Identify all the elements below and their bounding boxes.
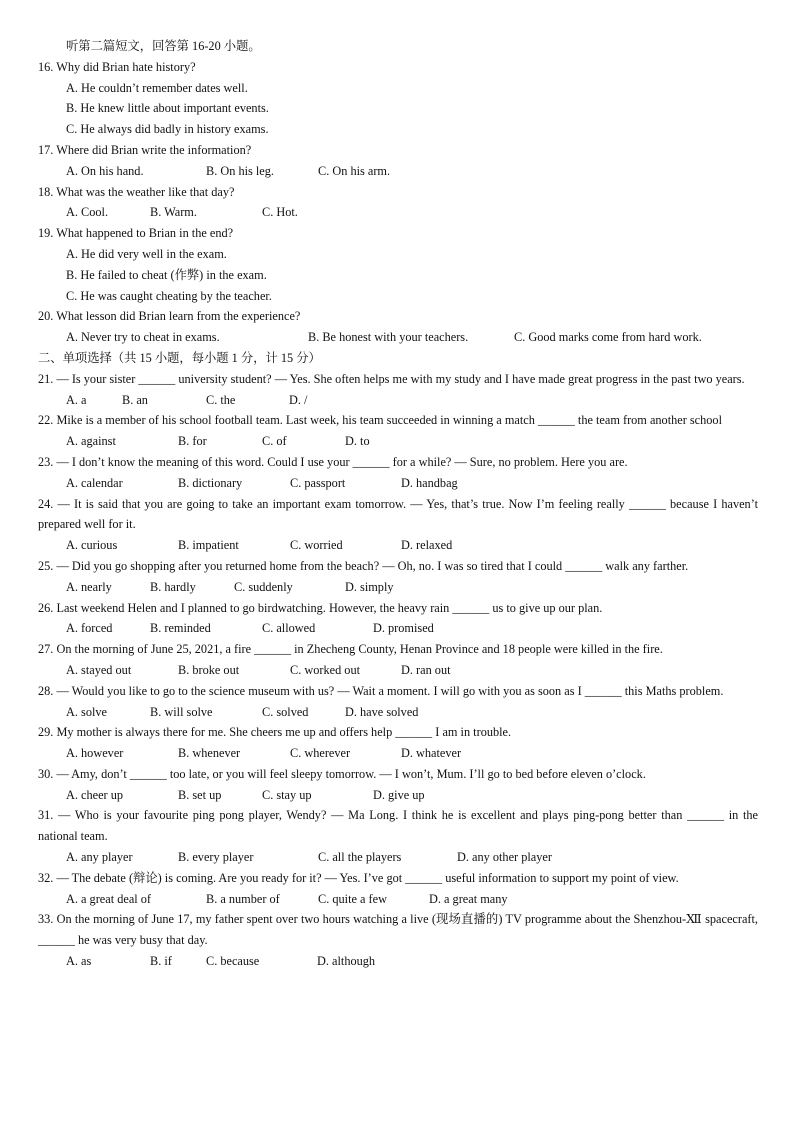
options-row [38, 785, 758, 806]
option-b: B. On his leg. [206, 163, 274, 178]
option-b: B. a number of [206, 891, 280, 906]
option-c: C. wherever [290, 746, 351, 761]
options-row [38, 473, 758, 494]
section-intro: 听第二篇短文，回答第 16-20 小题。 [66, 39, 261, 53]
option-b: B. reminded [150, 621, 211, 636]
options-row [38, 743, 758, 764]
option-b: B. hardly [150, 579, 196, 594]
option-c: C. quite a few [318, 891, 387, 906]
option-a: A. stayed out [66, 662, 132, 677]
option-a: A. however [66, 746, 124, 761]
options-row [38, 847, 758, 868]
option-c: C. of [262, 434, 287, 449]
option-d: D. a great many [429, 891, 508, 906]
option-c: C. all the players [318, 850, 402, 865]
option-c: C. the [206, 392, 236, 407]
option-b: B. He knew little about important events. [66, 101, 269, 116]
options-row [38, 535, 758, 556]
option-a: A. solve [66, 704, 107, 719]
section-title: 二、单项选择（共 15 小题，每小题 1 分，计 15 分） [38, 350, 321, 365]
option-b: B. set up [178, 787, 222, 802]
options-row [38, 577, 758, 598]
option-c: C. passport [290, 475, 346, 490]
option-a: A. He did very well in the exam. [66, 246, 227, 261]
option-d: D. any other player [457, 850, 552, 865]
option-a: A. Cool. [66, 205, 109, 220]
option-d: D. simply [345, 579, 394, 594]
option-c: C. allowed [262, 621, 316, 636]
option-a: A. On his hand. [66, 163, 144, 178]
question-stem: 23. — I don’t know the meaning of this word. Could I use your ______ for a while? — Sure, no problem. Here you are. [38, 454, 628, 469]
option-a: A. a great deal of [66, 891, 152, 906]
option-c: C. worried [290, 538, 343, 553]
option-c: C. He was caught cheating by the teacher. [66, 288, 272, 303]
option-a: A. any player [66, 850, 133, 865]
question-stem: 29. My mother is always there for me. She cheers me up and offers help ______ I am in trouble. [38, 725, 512, 740]
options-row [38, 390, 758, 411]
question-stem: 17. Where did Brian write the information? [38, 142, 252, 157]
option-a: A. nearly [66, 579, 112, 594]
question-stem: 22. Mike is a member of his school football team. Last week, his team succeeded in winning a match ______ the team from another school [38, 413, 723, 428]
question-stem: 25. — Did you go shopping after you returned home from the beach? — Oh, no. I was so tired that I could ______ walk any farther. [38, 558, 689, 573]
option-c: C. Good marks come from hard work. [514, 330, 702, 345]
option-b: B. an [122, 392, 148, 407]
option-a: A. forced [66, 621, 113, 636]
option-d: D. have solved [345, 704, 419, 719]
option-a: A. against [66, 434, 116, 449]
options-row [38, 327, 758, 348]
option-b: B. will solve [150, 704, 213, 719]
options-row [38, 161, 758, 182]
option-b: B. He failed to cheat (作弊) in the exam. [66, 267, 267, 282]
option-b: B. dictionary [178, 475, 243, 490]
option-d: D. whatever [401, 746, 462, 761]
options-row [38, 660, 758, 681]
option-b: B. broke out [178, 662, 240, 677]
option-c: C. stay up [262, 787, 312, 802]
option-c: C. On his arm. [318, 163, 391, 178]
option-a: A. He couldn’t remember dates well. [66, 80, 248, 95]
question-stem: 31. — Who is your favourite ping pong player, Wendy? — Ma Long. I think he is excellent and plays ping-pong better than ______ in the national team. [38, 808, 758, 844]
option-a: A. cheer up [66, 787, 124, 802]
option-d: D. although [317, 954, 376, 969]
question-stem: 24. — It is said that you are going to take an important exam tomorrow. — Yes, that’s true. Now I’m feeling really ______ because I haven’t prepared well for it. [38, 496, 758, 532]
option-b: B. Be honest with your teachers. [308, 330, 469, 345]
exam-page [38, 36, 758, 972]
question-stem: 27. On the morning of June 25, 2021, a fire ______ in Zhecheng County, Henan Province and 18 people were killed in the fire. [38, 642, 663, 657]
option-c: C. He always did badly in history exams. [66, 122, 269, 137]
question-stem: 21. — Is your sister ______ university student? — Yes. She often helps me with my study and I have made great progress in the past two years. [38, 371, 745, 386]
options-row [38, 431, 758, 452]
option-c: C. Hot. [262, 205, 298, 220]
option-c: C. because [206, 954, 260, 969]
option-a: A. calendar [66, 475, 123, 490]
option-a: A. a [66, 392, 87, 407]
option-d: D. to [345, 434, 370, 449]
question-stem: 33. On the morning of June 17, my father spent over two hours watching a live (现场直播的) TV programme about the Shenzhou-Ⅻ spacecraft, ______ he was very busy that day. [38, 912, 758, 948]
options-row [38, 618, 758, 639]
option-c: C. worked out [290, 662, 361, 677]
option-a: A. curious [66, 538, 118, 553]
option-d: D. ran out [401, 662, 451, 677]
option-a: A. Never try to cheat in exams. [66, 330, 220, 345]
question-stem: 18. What was the weather like that day? [38, 184, 235, 199]
option-a: A. as [66, 954, 92, 969]
question-stem: 19. What happened to Brian in the end? [38, 226, 234, 241]
option-b: B. Warm. [150, 205, 197, 220]
option-b: B. for [178, 434, 207, 449]
question-stem: 16. Why did Brian hate history? [38, 59, 196, 74]
option-b: B. every player [178, 850, 254, 865]
question-stem: 28. — Would you like to go to the science museum with us? — Wait a moment. I will go with you as soon as I ______ this Maths problem. [38, 683, 724, 698]
options-row [38, 889, 758, 910]
option-d: D. handbag [401, 475, 458, 490]
option-b: B. whenever [178, 746, 241, 761]
question-stem: 26. Last weekend Helen and I planned to go birdwatching. However, the heavy rain ______ us to give up our plan. [38, 600, 603, 615]
options-row [38, 702, 758, 723]
option-d: D. promised [373, 621, 434, 636]
option-d: D. / [289, 392, 308, 407]
options-row [38, 951, 758, 972]
option-d: D. give up [373, 787, 425, 802]
option-d: D. relaxed [401, 538, 453, 553]
option-c: C. suddenly [234, 579, 293, 594]
option-c: C. solved [262, 704, 309, 719]
option-b: B. impatient [178, 538, 239, 553]
question-stem: 32. — The debate (辩论) is coming. Are you ready for it? — Yes. I’ve got ______ useful information to support my point of view. [38, 870, 679, 885]
options-row [38, 202, 758, 223]
option-b: B. if [150, 954, 172, 969]
question-stem: 30. — Amy, don’t ______ too late, or you will feel sleepy tomorrow. — I won’t, Mum. I’ll go to bed before eleven o’clock. [38, 766, 646, 781]
question-stem: 20. What lesson did Brian learn from the experience? [38, 309, 301, 324]
